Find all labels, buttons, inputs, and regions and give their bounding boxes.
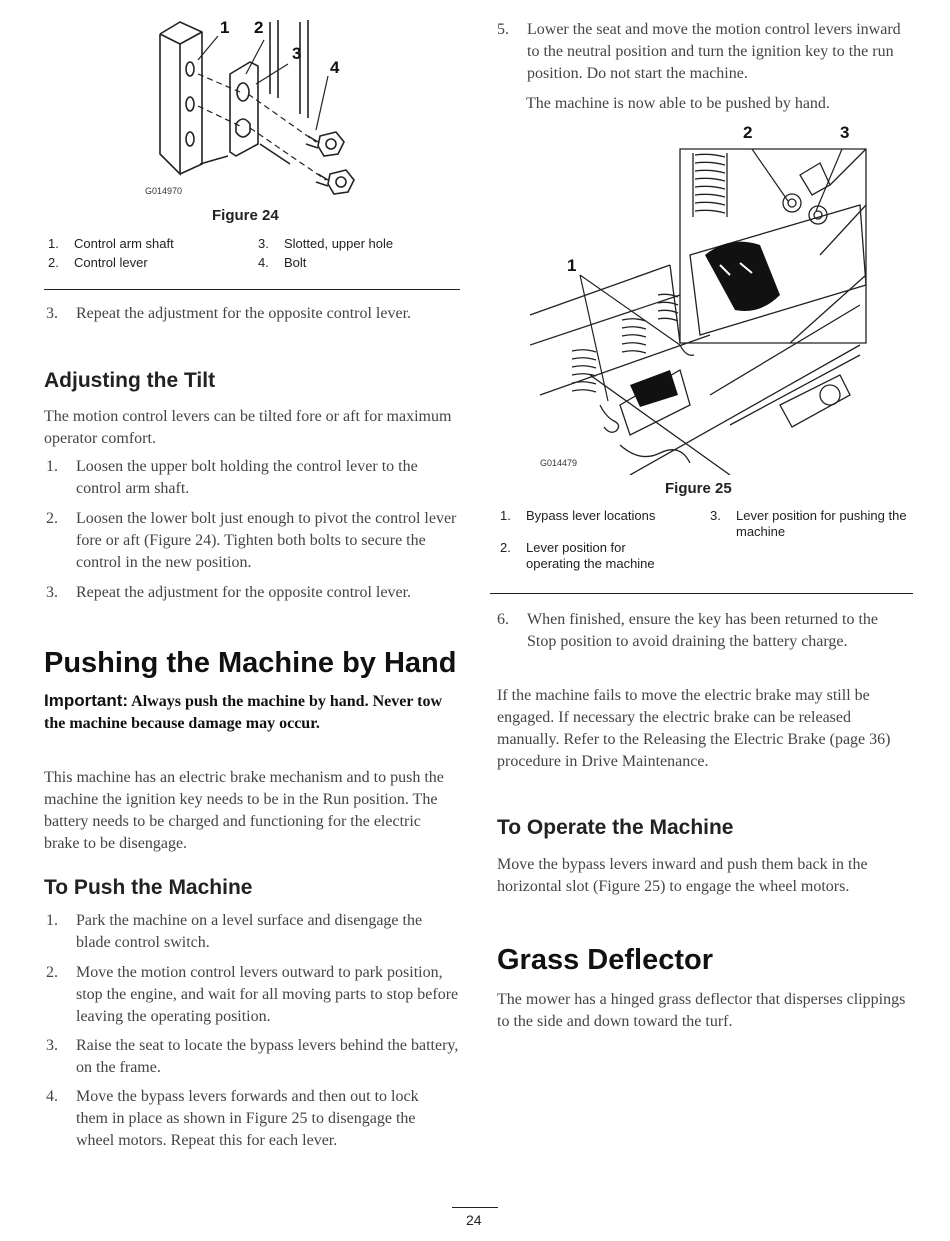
figure-25 xyxy=(530,145,870,475)
figure-24-title: Figure 24 xyxy=(212,207,279,224)
adjusting-tilt-heading: Adjusting the Tilt xyxy=(44,369,216,392)
figure-24-callout-2: 2 xyxy=(254,18,264,37)
figure-25-callout-2: 2 xyxy=(743,123,753,142)
figure-24-legend-item: 4. Bolt xyxy=(258,255,307,270)
important-label: Important: xyxy=(44,691,129,710)
push-intro-paragraph: This machine has an electric brake mechanism and to push the machine the ignition key needs to be in the Run position. The battery needs to be charged and functioning for the electric brake to be disengage. xyxy=(44,769,444,852)
figure-24-code: G014970 xyxy=(145,186,183,196)
figure-24-legend-item: 2. Control lever xyxy=(48,255,148,270)
grass-deflector-heading: Grass Deflector xyxy=(497,944,713,976)
important-text: Always push the machine by hand. Never tow the machine because damage may occur. xyxy=(44,693,443,732)
page-number-rule xyxy=(452,1207,498,1208)
figure-25-callout-3: 3 xyxy=(840,123,850,142)
page-number: 24 xyxy=(466,1212,482,1228)
operate-paragraph: Move the bypass levers inward and push them back in the horizontal slot (Figure 25) to engage the wheel motors. xyxy=(497,856,868,895)
deflector-paragraph: The mower has a hinged grass deflector that disperses clippings to the side and down toward the turf. xyxy=(497,991,906,1030)
figure-25-legend-item: 2. Lever position for operating the machine xyxy=(500,540,655,571)
brake-paragraph: If the machine fails to move the electric brake may still be engaged. If necessary the electric brake can be released manually. Refer to the Releasing the Electric Brake (page 36) procedure in Drive Maintenance. xyxy=(497,687,891,770)
figure-24-illustration xyxy=(140,14,380,204)
figure-24 xyxy=(140,14,380,204)
figure-25-legend-item: 1. Bypass lever locations xyxy=(500,508,656,523)
figure-24-legend-item: 1. Control arm shaft xyxy=(48,236,174,251)
to-push-heading: To Push the Machine xyxy=(44,876,253,899)
figure-24-callout-1: 1 xyxy=(220,18,230,37)
figure-24-callout-4: 4 xyxy=(330,58,340,77)
figure-25-code: G014479 xyxy=(540,458,578,468)
figure-24-callout-3: 3 xyxy=(292,44,302,63)
figure-25-callout-1: 1 xyxy=(567,256,577,275)
pushing-machine-heading: Pushing the Machine by Hand xyxy=(44,647,457,679)
figure-25-illustration xyxy=(530,145,870,475)
figure-24-legend-item: 3. Slotted, upper hole xyxy=(258,236,394,251)
step5-note: The machine is now able to be pushed by hand. xyxy=(526,95,830,112)
important-notice xyxy=(44,690,454,735)
figure-25-legend-item: 3. Lever position for pushing the machine xyxy=(710,508,907,539)
figure-25-divider xyxy=(490,593,913,594)
figure-25-title: Figure 25 xyxy=(665,480,732,497)
tilt-intro-paragraph: The motion control levers can be tilted fore or aft for maximum operator comfort. xyxy=(44,408,452,447)
figure-24-divider xyxy=(44,289,460,290)
operate-heading: To Operate the Machine xyxy=(497,816,734,839)
